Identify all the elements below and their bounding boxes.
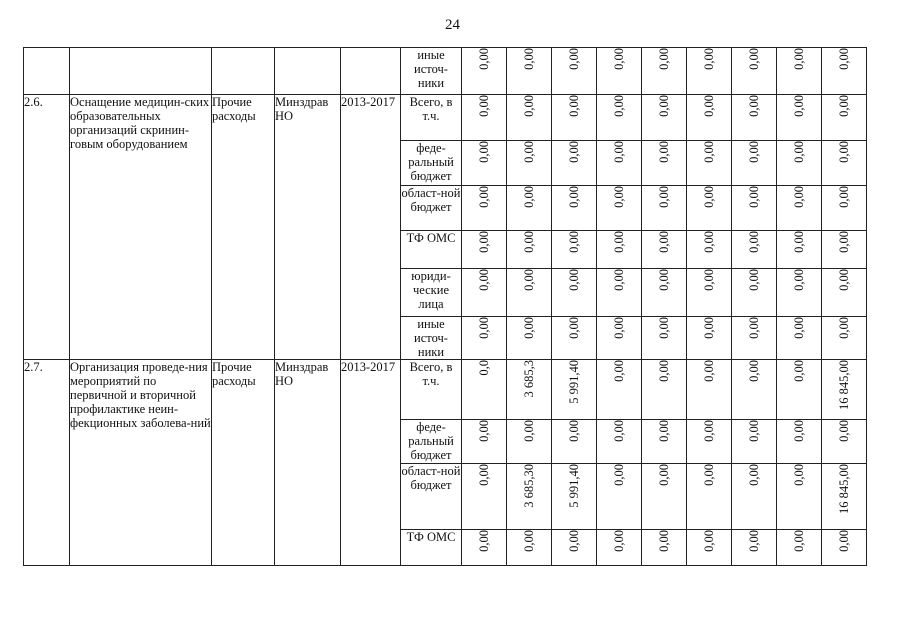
value-cell bbox=[507, 530, 552, 566]
value-cell bbox=[507, 269, 552, 317]
value-cell bbox=[642, 317, 687, 360]
value-cell bbox=[777, 420, 822, 464]
value-text: 0,00 bbox=[792, 186, 806, 208]
value-cell bbox=[597, 231, 642, 269]
value-text: 0,00 bbox=[522, 48, 536, 70]
row-executor-cell: Минздрав НО bbox=[275, 95, 341, 360]
funding-source-cell: юриди-ческие лица bbox=[401, 269, 462, 317]
value-text: 0,00 bbox=[477, 269, 491, 291]
budget-table bbox=[23, 47, 867, 566]
value-cell bbox=[777, 464, 822, 530]
value-cell bbox=[777, 231, 822, 269]
value-text: 0,00 bbox=[612, 48, 626, 70]
value-text: 0,00 bbox=[657, 360, 671, 382]
value-cell bbox=[822, 141, 867, 186]
value-cell bbox=[687, 269, 732, 317]
value-text: 0,00 bbox=[792, 360, 806, 382]
value-text: 16 845,00 bbox=[837, 464, 851, 514]
value-text: 0,00 bbox=[657, 464, 671, 486]
value-cell bbox=[642, 95, 687, 141]
value-cell bbox=[687, 360, 732, 420]
value-text: 0,00 bbox=[792, 48, 806, 70]
value-text: 0,00 bbox=[702, 317, 716, 339]
row-name-cell bbox=[70, 48, 212, 95]
value-text: 3 685,30 bbox=[522, 464, 536, 508]
row-term-cell: 2013-2017 bbox=[341, 360, 401, 566]
value-text: 0,00 bbox=[702, 360, 716, 382]
value-text: 5 991,40 bbox=[567, 464, 581, 508]
value-text: 0,00 bbox=[612, 464, 626, 486]
value-cell bbox=[687, 141, 732, 186]
value-cell bbox=[777, 95, 822, 141]
value-text: 0,00 bbox=[612, 530, 626, 552]
value-cell bbox=[462, 530, 507, 566]
value-text: 0,00 bbox=[792, 269, 806, 291]
value-text: 0,00 bbox=[747, 420, 761, 442]
value-cell bbox=[552, 269, 597, 317]
value-text: 0,00 bbox=[657, 231, 671, 253]
value-cell bbox=[732, 420, 777, 464]
value-text: 0,00 bbox=[747, 269, 761, 291]
value-text: 0,00 bbox=[792, 231, 806, 253]
value-cell bbox=[462, 186, 507, 231]
value-cell bbox=[597, 360, 642, 420]
row-number-cell: 2.6. bbox=[24, 95, 70, 360]
funding-source-cell: ТФ ОМС bbox=[401, 530, 462, 566]
value-cell bbox=[732, 530, 777, 566]
value-text: 0,00 bbox=[657, 269, 671, 291]
value-text: 0,00 bbox=[837, 269, 851, 291]
value-cell bbox=[822, 464, 867, 530]
value-cell bbox=[462, 420, 507, 464]
value-cell bbox=[732, 186, 777, 231]
value-cell bbox=[552, 231, 597, 269]
value-text: 0,00 bbox=[612, 269, 626, 291]
value-text: 0,00 bbox=[837, 231, 851, 253]
value-text: 0,00 bbox=[522, 186, 536, 208]
value-cell bbox=[732, 269, 777, 317]
value-cell bbox=[822, 95, 867, 141]
value-cell bbox=[462, 360, 507, 420]
value-cell bbox=[597, 464, 642, 530]
value-text: 0,00 bbox=[837, 186, 851, 208]
value-text: 0,00 bbox=[612, 231, 626, 253]
value-text: 0,00 bbox=[567, 231, 581, 253]
value-text: 0,00 bbox=[657, 420, 671, 442]
value-text: 0,00 bbox=[792, 464, 806, 486]
value-cell bbox=[552, 420, 597, 464]
value-text: 0,00 bbox=[477, 186, 491, 208]
value-text: 0,00 bbox=[747, 95, 761, 117]
value-cell bbox=[462, 48, 507, 95]
value-text: 0,00 bbox=[567, 317, 581, 339]
value-cell bbox=[552, 530, 597, 566]
value-cell bbox=[642, 141, 687, 186]
value-text: 0,00 bbox=[702, 231, 716, 253]
value-text: 0,00 bbox=[522, 530, 536, 552]
page-number: 24 bbox=[445, 17, 460, 33]
value-text: 0,00 bbox=[477, 464, 491, 486]
value-text: 0,00 bbox=[612, 317, 626, 339]
value-cell bbox=[507, 360, 552, 420]
value-cell bbox=[822, 269, 867, 317]
value-cell bbox=[822, 231, 867, 269]
value-text: 0,00 bbox=[477, 95, 491, 117]
value-cell bbox=[777, 269, 822, 317]
value-cell bbox=[642, 48, 687, 95]
value-text: 0,00 bbox=[747, 317, 761, 339]
funding-source-cell: иные источ-ники bbox=[401, 48, 462, 95]
value-cell bbox=[777, 48, 822, 95]
funding-source-cell: Всего, в т.ч. bbox=[401, 360, 462, 420]
value-text: 0,00 bbox=[612, 360, 626, 382]
value-text: 0,00 bbox=[792, 141, 806, 163]
row-term-cell: 2013-2017 bbox=[341, 95, 401, 360]
value-text: 0,00 bbox=[837, 420, 851, 442]
value-cell bbox=[597, 95, 642, 141]
value-text: 0,00 bbox=[657, 48, 671, 70]
value-text: 0,00 bbox=[702, 48, 716, 70]
value-text: 0,00 bbox=[702, 186, 716, 208]
value-text: 0,00 bbox=[747, 464, 761, 486]
value-text: 0,00 bbox=[792, 420, 806, 442]
value-cell bbox=[597, 141, 642, 186]
value-text: 0,00 bbox=[702, 464, 716, 486]
value-text: 0,00 bbox=[567, 48, 581, 70]
value-cell bbox=[462, 269, 507, 317]
value-cell bbox=[552, 48, 597, 95]
value-cell bbox=[552, 317, 597, 360]
value-cell bbox=[642, 269, 687, 317]
value-text: 0,00 bbox=[522, 141, 536, 163]
value-cell bbox=[822, 186, 867, 231]
value-cell bbox=[777, 317, 822, 360]
value-cell bbox=[552, 360, 597, 420]
value-cell bbox=[732, 95, 777, 141]
value-cell bbox=[507, 48, 552, 95]
value-cell bbox=[777, 530, 822, 566]
funding-source-cell: феде-ральный бюджет bbox=[401, 420, 462, 464]
value-cell bbox=[732, 317, 777, 360]
value-text: 0,00 bbox=[792, 317, 806, 339]
value-text: 0,00 bbox=[477, 530, 491, 552]
value-cell bbox=[507, 420, 552, 464]
value-cell bbox=[462, 95, 507, 141]
value-text: 0,0 bbox=[477, 360, 491, 376]
value-text: 0,00 bbox=[792, 530, 806, 552]
value-cell bbox=[597, 186, 642, 231]
value-cell bbox=[822, 48, 867, 95]
table-row bbox=[24, 95, 867, 141]
value-cell bbox=[822, 420, 867, 464]
value-cell bbox=[642, 464, 687, 530]
row-executor-cell bbox=[275, 48, 341, 95]
row-name-cell: Организация проведе-ния мероприятий по первичной и вторичной профилактике неин-фекционных заболева-ний bbox=[70, 360, 212, 566]
value-cell bbox=[777, 141, 822, 186]
value-text: 0,00 bbox=[567, 530, 581, 552]
value-text: 0,00 bbox=[702, 530, 716, 552]
table-row bbox=[24, 48, 867, 95]
value-cell bbox=[732, 360, 777, 420]
value-text: 0,00 bbox=[702, 95, 716, 117]
value-cell bbox=[822, 360, 867, 420]
value-text: 0,00 bbox=[567, 95, 581, 117]
value-text: 0,00 bbox=[657, 95, 671, 117]
value-cell bbox=[732, 48, 777, 95]
value-text: 0,00 bbox=[612, 420, 626, 442]
row-kind-cell: Прочие расходы bbox=[212, 360, 275, 566]
value-text: 0,00 bbox=[567, 269, 581, 291]
row-name-cell: Оснащение медицин-ских образовательных организаций скринин-говым оборудованием bbox=[70, 95, 212, 360]
value-cell bbox=[642, 360, 687, 420]
value-cell bbox=[507, 141, 552, 186]
value-cell bbox=[732, 141, 777, 186]
row-number-cell: 2.7. bbox=[24, 360, 70, 566]
value-cell bbox=[462, 141, 507, 186]
funding-source-cell: област-ной бюджет bbox=[401, 464, 462, 530]
value-text: 0,00 bbox=[522, 420, 536, 442]
value-text: 0,00 bbox=[477, 317, 491, 339]
value-text: 0,00 bbox=[477, 420, 491, 442]
funding-source-cell: Всего, в т.ч. bbox=[401, 95, 462, 141]
value-cell bbox=[822, 317, 867, 360]
value-text: 0,00 bbox=[747, 360, 761, 382]
value-cell bbox=[687, 48, 732, 95]
value-cell bbox=[597, 317, 642, 360]
value-cell bbox=[597, 420, 642, 464]
value-cell bbox=[552, 464, 597, 530]
row-kind-cell: Прочие расходы bbox=[212, 95, 275, 360]
value-text: 0,00 bbox=[477, 48, 491, 70]
value-cell bbox=[507, 231, 552, 269]
value-text: 0,00 bbox=[657, 317, 671, 339]
row-term-cell bbox=[341, 48, 401, 95]
value-text: 0,00 bbox=[747, 141, 761, 163]
value-text: 0,00 bbox=[522, 231, 536, 253]
value-cell bbox=[732, 464, 777, 530]
value-cell bbox=[462, 231, 507, 269]
value-text: 16 845,00 bbox=[837, 360, 851, 410]
row-executor-cell: Минздрав НО bbox=[275, 360, 341, 566]
value-cell bbox=[462, 317, 507, 360]
value-cell bbox=[687, 420, 732, 464]
value-text: 0,00 bbox=[567, 420, 581, 442]
value-cell bbox=[687, 95, 732, 141]
value-cell bbox=[687, 530, 732, 566]
value-cell bbox=[552, 141, 597, 186]
value-text: 0,00 bbox=[702, 141, 716, 163]
table-row bbox=[24, 360, 867, 420]
value-text: 0,00 bbox=[522, 95, 536, 117]
value-text: 0,00 bbox=[837, 317, 851, 339]
value-text: 0,00 bbox=[837, 530, 851, 552]
value-text: 0,00 bbox=[747, 231, 761, 253]
funding-source-cell: ТФ ОМС bbox=[401, 231, 462, 269]
value-text: 0,00 bbox=[747, 530, 761, 552]
value-cell bbox=[507, 464, 552, 530]
row-number-cell bbox=[24, 48, 70, 95]
value-cell bbox=[822, 530, 867, 566]
value-text: 3 685,3 bbox=[522, 360, 536, 398]
value-cell bbox=[597, 48, 642, 95]
value-text: 0,00 bbox=[612, 95, 626, 117]
value-text: 0,00 bbox=[477, 141, 491, 163]
row-kind-cell bbox=[212, 48, 275, 95]
value-text: 0,00 bbox=[837, 48, 851, 70]
value-text: 5 991,40 bbox=[567, 360, 581, 404]
value-cell bbox=[642, 186, 687, 231]
value-text: 0,00 bbox=[702, 269, 716, 291]
value-cell bbox=[642, 420, 687, 464]
value-text: 0,00 bbox=[612, 186, 626, 208]
value-text: 0,00 bbox=[567, 141, 581, 163]
value-text: 0,00 bbox=[747, 48, 761, 70]
value-text: 0,00 bbox=[567, 186, 581, 208]
value-cell bbox=[687, 231, 732, 269]
value-text: 0,00 bbox=[657, 186, 671, 208]
funding-source-cell: иные источ-ники bbox=[401, 317, 462, 360]
value-cell bbox=[777, 360, 822, 420]
value-cell bbox=[687, 464, 732, 530]
value-text: 0,00 bbox=[837, 141, 851, 163]
value-text: 0,00 bbox=[657, 141, 671, 163]
value-cell bbox=[687, 317, 732, 360]
value-cell bbox=[777, 186, 822, 231]
value-cell bbox=[687, 186, 732, 231]
value-cell bbox=[462, 464, 507, 530]
value-text: 0,00 bbox=[657, 530, 671, 552]
value-cell bbox=[642, 530, 687, 566]
value-cell bbox=[552, 95, 597, 141]
value-text: 0,00 bbox=[702, 420, 716, 442]
value-text: 0,00 bbox=[792, 95, 806, 117]
value-text: 0,00 bbox=[747, 186, 761, 208]
value-text: 0,00 bbox=[612, 141, 626, 163]
funding-source-cell: феде-ральный бюджет bbox=[401, 141, 462, 186]
value-cell bbox=[597, 269, 642, 317]
value-cell bbox=[597, 530, 642, 566]
value-cell bbox=[507, 317, 552, 360]
funding-source-cell: област-ной бюджет bbox=[401, 186, 462, 231]
value-text: 0,00 bbox=[522, 317, 536, 339]
value-text: 0,00 bbox=[837, 95, 851, 117]
value-cell bbox=[507, 95, 552, 141]
value-text: 0,00 bbox=[477, 231, 491, 253]
value-cell bbox=[732, 231, 777, 269]
value-cell bbox=[642, 231, 687, 269]
value-cell bbox=[507, 186, 552, 231]
value-cell bbox=[552, 186, 597, 231]
value-text: 0,00 bbox=[522, 269, 536, 291]
